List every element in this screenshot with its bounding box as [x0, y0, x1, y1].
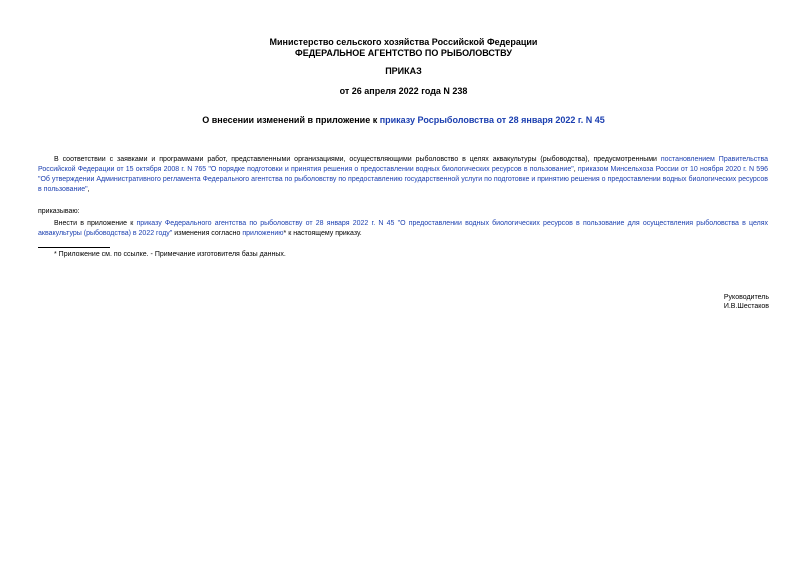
- order-item-link-order-45[interactable]: приказу Федерального агентства по рыболовству от 28 января 2022 г. N 45 "О предоставлении водных биологических ресурсов в пользование для осуществления рыболовства в целях аквакультуры (рыбоводства) в 2022 году": [38, 220, 768, 237]
- preamble-text-1: В соответствии с заявками и программами работ, представленными организациями, осуществляющими рыболовство в целях аквакультуры (рыбоводства), предусмотренными: [54, 156, 661, 163]
- preamble-link-government-decree[interactable]: постановлением Правительства Российской Федерации от 15 октября 2008 г. N 765 "О порядке подготовки и принятия решения о предоставлении водных биологических ресурсов в пользование": [38, 156, 768, 173]
- order-item-text-3: * к настоящему приказу.: [283, 230, 362, 237]
- ministry-name: Министерство сельского хозяйства Российской Федерации: [269, 37, 538, 47]
- ministry-heading: [0, 37, 807, 59]
- footnote-divider: [38, 247, 110, 248]
- preamble-paragraph: [38, 155, 768, 195]
- order-item-text-2: изменения согласно: [172, 230, 243, 237]
- agency-name: ФЕДЕРАЛЬНОЕ АГЕНТСТВО ПО РЫБОЛОВСТВУ: [295, 48, 512, 58]
- signature-block: [724, 293, 769, 311]
- preamble-link-ministry-order[interactable]: приказом Минсельхоза России от 10 ноября 2020 г. N 596 "Об утверждении Административного регламента Федерального агентства по рыболовству по предоставлению государственной услуги по подготовке и принятию решения о предоставлении водных биологических ресурсов в пользование": [38, 166, 768, 193]
- order-item-text-1: Внести в приложение к: [54, 220, 137, 227]
- doc-title-text: О внесении изменений в приложение к: [202, 115, 380, 125]
- preamble-text-2: ,: [573, 166, 578, 173]
- footnote: * Приложение см. по ссылке. - Примечание изготовителя базы данных.: [54, 251, 286, 258]
- doc-type: ПРИКАЗ: [385, 66, 422, 76]
- doc-title: [0, 115, 807, 126]
- order-word: приказываю:: [38, 208, 80, 215]
- order-item-link-appendix[interactable]: приложению: [242, 230, 284, 237]
- doc-date-number: от 26 апреля 2022 года N 238: [339, 86, 468, 96]
- signature-position: Руководитель: [723, 294, 769, 301]
- order-item-paragraph: [38, 219, 768, 239]
- doc-title-link[interactable]: приказу Росрыболовства от 28 января 2022 г. N 45: [379, 115, 605, 125]
- signature-name: И.В.Шестаков: [723, 303, 769, 310]
- preamble-text-3: ,: [87, 186, 90, 193]
